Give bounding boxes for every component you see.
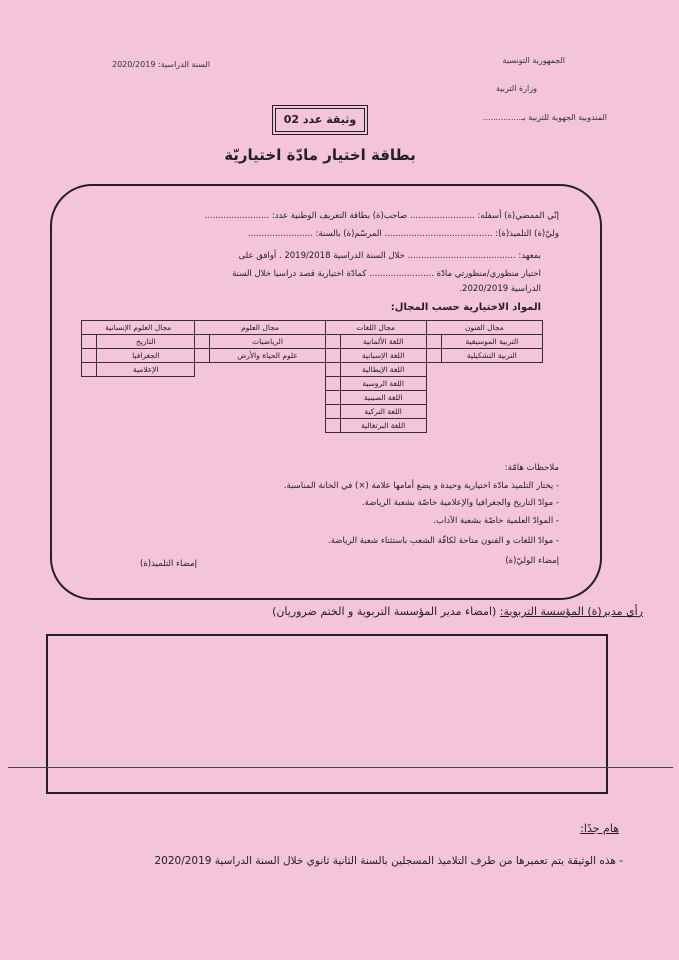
year-line: الدراسية 2020/2019.: [459, 284, 541, 294]
language-cell: اللغة الإيطالية: [340, 363, 426, 377]
arts-cell: التربية الموسيقية: [441, 335, 542, 349]
note-item: - الموادّ العلمية خاصّة بشعبة الآداب.: [433, 516, 559, 526]
checkbox-cell[interactable]: [325, 377, 340, 391]
page-title: بطاقة اختيار مادّة اختياريّة: [224, 146, 416, 164]
important-text: - هذه الوثيقة يتم تعميرها من طرف التلاميذ المسجلين بالسنة الثانية ثانوي خلال السنة الدراسية 2020/2019: [154, 855, 623, 867]
checkbox-cell[interactable]: [82, 335, 97, 349]
guardian-line: وليّ(ة) التلميذ(ة): ........................................ المرسّم(ة) بالسنة: ........................: [247, 229, 559, 239]
humanities-cell: الجغرافيا: [97, 349, 195, 363]
director-hint: (امضاء مدير المؤسسة التربوية و الختم ضروريان): [272, 605, 497, 618]
note-item: - يختار التلميذ مادّة اختيارية وحيدة و يضع أمامها علامة (×) في الخانة المناسبة.: [283, 481, 559, 491]
note-item: - موادّ التاريخ والجغرافيا والإعلامية خاصّة بشعبة الرياضة.: [361, 498, 559, 508]
checkbox-cell[interactable]: [195, 349, 210, 363]
header-languages: مجال اللغات: [325, 321, 426, 335]
language-cell: اللغة الصينية: [340, 391, 426, 405]
school-year-label: السنة الدراسية: 2020/2019: [112, 60, 211, 69]
director-opinion-label: [272, 605, 643, 618]
subject-choice-line: اختيار منظوري/منظورتي مادّة ........................ كمادّة اختيارية قصد دراسيا خلال السنة: [232, 269, 541, 279]
notes-heading: ملاحظات هامّة:: [504, 463, 559, 473]
language-cell: اللغة البرتغالية: [340, 419, 426, 433]
science-cell: علوم الحياة والأرض: [210, 349, 325, 363]
checkbox-cell[interactable]: [325, 419, 340, 433]
checkbox-cell[interactable]: [426, 349, 441, 363]
director-label: رأي مدير(ة) المؤسسة التربوية:: [499, 605, 643, 618]
language-cell: اللغة الإسبانية: [340, 349, 426, 363]
checkbox-cell[interactable]: [82, 363, 97, 377]
delegation-label: المندوبية الجهوية للتربية بـ...............: [482, 113, 607, 122]
arts-cell: التربية التشكيلية: [441, 349, 542, 363]
checkbox-cell[interactable]: [426, 335, 441, 349]
language-cell: اللغة الألمانية: [340, 335, 426, 349]
header-humanities: مجال العلوم الإنسانية: [82, 321, 195, 335]
humanities-cell: التاريخ: [97, 335, 195, 349]
humanities-cell: الإعلامية: [97, 363, 195, 377]
document-number-box: وثيقة عدد 02: [275, 108, 365, 132]
header-sciences: مجال العلوم: [195, 321, 325, 335]
subjects-table: [81, 320, 543, 433]
ministry-label: وزارة التربية: [496, 84, 537, 93]
checkbox-cell[interactable]: [325, 349, 340, 363]
checkbox-cell[interactable]: [325, 405, 340, 419]
school-line: بمعهد: ........................................ خلال السنة الدراسية 2019/2018 . أوافق على: [238, 251, 541, 261]
subjects-heading: المواد الاختيارية حسب المجال:: [390, 302, 541, 313]
language-cell: اللغة الروسية: [340, 377, 426, 391]
signer-line: إنّي الممضي(ة) أسفله: ........................ صاحب(ة) بطاقة التعريف الوطنية عدد: ........................: [204, 211, 559, 221]
science-cell: الرياضيات: [210, 335, 325, 349]
director-opinion-box[interactable]: [46, 634, 608, 794]
guardian-signature-label: إمضاء الوليّ(ة): [505, 556, 559, 566]
horizontal-divider: [8, 767, 673, 768]
republic-label: الجمهورية التونسية: [502, 56, 565, 65]
checkbox-cell[interactable]: [195, 335, 210, 349]
checkbox-cell[interactable]: [325, 391, 340, 405]
header-arts: مجال الفنون: [426, 321, 542, 335]
note-item: - موادّ اللغات و الفنون متاحة لكافّة الشعب باستثناء شعبة الرياضة.: [328, 536, 559, 546]
language-cell: اللغة التركية: [340, 405, 426, 419]
checkbox-cell[interactable]: [325, 363, 340, 377]
checkbox-cell[interactable]: [82, 349, 97, 363]
checkbox-cell[interactable]: [325, 335, 340, 349]
student-signature-label: إمضاء التلميذ(ة): [140, 559, 197, 569]
important-heading: هام جدًا:: [580, 822, 619, 835]
